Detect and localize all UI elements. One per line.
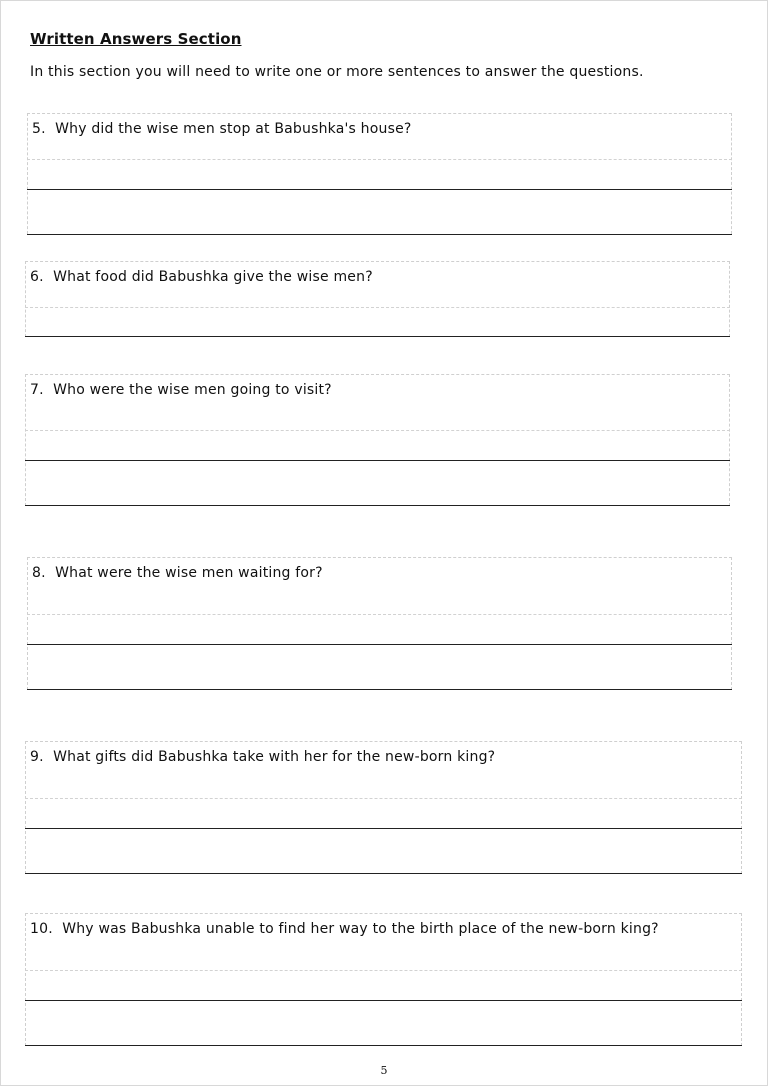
guide-line — [27, 614, 732, 615]
section-title: Written Answers Section — [30, 30, 242, 48]
question-text — [32, 121, 412, 137]
question-prompt: What food did Babushka give the wise men? — [53, 269, 373, 285]
question-text — [30, 269, 373, 285]
question-text — [30, 921, 659, 937]
question-prompt: What were the wise men waiting for? — [55, 565, 323, 581]
question-number: 6. — [30, 269, 44, 285]
question-block-7 — [25, 374, 730, 506]
answer-line-1[interactable] — [25, 828, 742, 829]
question-prompt: Why did the wise men stop at Babushka's house? — [55, 121, 412, 137]
question-prompt: What gifts did Babushka take with her for the new-born king? — [53, 749, 496, 765]
question-number: 7. — [30, 382, 44, 398]
question-number: 8. — [32, 565, 46, 581]
answer-line-2[interactable] — [25, 1045, 742, 1046]
answer-line-2[interactable] — [27, 689, 732, 690]
question-text — [30, 382, 332, 398]
question-number: 5. — [32, 121, 46, 137]
question-prompt: Who were the wise men going to visit? — [53, 382, 332, 398]
answer-line-1[interactable] — [27, 644, 732, 645]
question-text — [30, 749, 495, 765]
guide-line — [25, 970, 742, 971]
question-number: 9. — [30, 749, 44, 765]
section-instructions: In this section you will need to write one or more sentences to answer the questions. — [30, 64, 644, 80]
answer-line-1[interactable] — [25, 460, 730, 461]
guide-line — [27, 159, 732, 160]
question-block-8 — [27, 557, 732, 690]
answer-line-2[interactable] — [25, 873, 742, 874]
page-number: 5 — [380, 1064, 388, 1077]
answer-line-1[interactable] — [27, 189, 732, 190]
question-block-6 — [25, 261, 730, 337]
answer-line-2[interactable] — [25, 505, 730, 506]
question-number: 10. — [30, 921, 53, 937]
question-text — [32, 565, 323, 581]
answer-line-1[interactable] — [25, 1000, 742, 1001]
question-block-10 — [25, 913, 742, 1046]
guide-line — [25, 307, 730, 308]
guide-line — [25, 798, 742, 799]
answer-line-2[interactable] — [27, 234, 732, 235]
question-block-9 — [25, 741, 742, 874]
guide-line — [25, 430, 730, 431]
question-block-5 — [27, 113, 732, 234]
question-prompt: Why was Babushka unable to find her way to the birth place of the new-born king? — [62, 921, 659, 937]
answer-line-1[interactable] — [25, 336, 730, 337]
